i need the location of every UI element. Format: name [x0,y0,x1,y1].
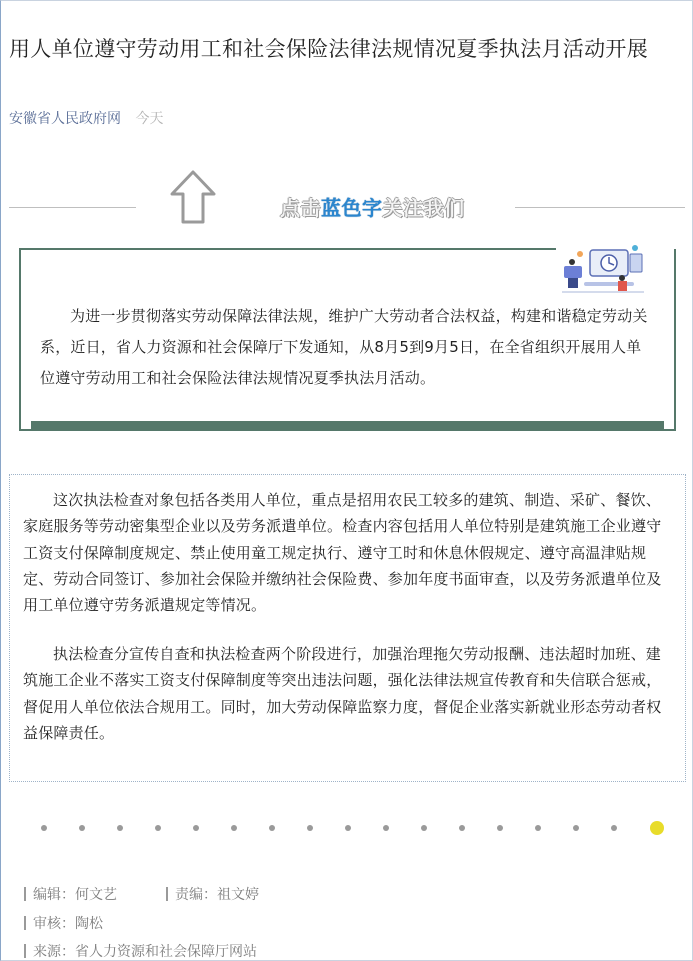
credit-chief-editor-text: 责编：祖文婷 [175,887,259,903]
credit-origin-text: 来源：省人力资源和社会保障厅网站 [33,944,257,960]
carousel-dot[interactable] [269,825,275,831]
carousel-pagination[interactable] [0,820,693,836]
follow-text-follow: 关注我们 [382,196,465,220]
credit-bar [24,944,26,958]
follow-text-blue: 蓝色字 [321,196,383,220]
carousel-dot[interactable] [155,825,161,831]
carousel-dot[interactable] [193,825,199,831]
carousel-dot[interactable] [117,825,123,831]
carousel-dot[interactable] [611,825,617,831]
carousel-dot[interactable] [231,825,237,831]
article-title: 用人单位遵守劳动用工和社会保险法律法规情况夏季执法月活动开展 [9,37,648,61]
carousel-dot[interactable] [573,825,579,831]
carousel-dot[interactable] [345,825,351,831]
office-illustration-icon [560,244,646,296]
follow-us-banner[interactable] [280,192,465,221]
carousel-dot[interactable] [535,825,541,831]
credit-bar [24,916,26,930]
carousel-dot[interactable] [307,825,313,831]
follow-text-click: 点击 [280,196,321,220]
intro-paragraph: 为进一步贯彻落实劳动保障法律法规，维护广大劳动者合法权益，构建和谐稳定劳动关系，近日，省人力资源和社会保障厅下发通知，从8月5到9月5日，在全省组织开展用人单位遵守劳动用工和社会保险法律法规情况夏季执法月活动。 [40,307,648,387]
article-source-link[interactable]: 安徽省人民政府网 [9,111,121,127]
credit-bar [166,887,168,901]
body-paragraph-1: 这次执法检查对象包括各类用人单位，重点是招用农民工较多的建筑、制造、采矿、餐饮、家庭服务等劳动密集型企业以及劳务派遣单位。检查内容包括用人单位特别是建筑施工企业遵守工资支付保障制度规定、禁止使用童工规定执行、遵守工时和休息休假规定、遵守高温津贴规定、劳动合同签订、参加社会保险并缴纳社会保险费、参加年度书面审查，以及劳务派遣单位及用工单位遵守劳务派遣规定等情况。 [23,491,662,615]
credit-reviewer-text: 审核：陶松 [33,916,103,932]
body-paragraph-2: 执法检查分宣传自查和执法检查两个阶段进行，加强治理拖欠劳动报酬、违法超时加班、建筑施工企业不落实工资支付保障制度等突出违法问题，强化法律法规宣传教育和失信联合惩戒，督促用人单位依法合规用工。同时，加大劳动保障监察力度，督促企业落实新就业形态劳动者权益保障责任。 [23,645,662,742]
credit-editor-text: 编辑：何文艺 [33,887,117,903]
credit-bar [24,887,26,901]
carousel-dot[interactable] [79,825,85,831]
article-meta [9,108,163,128]
credit-origin [24,941,257,961]
arrow-up-icon [170,170,216,224]
divider-right [515,207,685,208]
carousel-dot[interactable] [497,825,503,831]
divider-left [9,207,136,208]
credit-reviewer [24,913,103,933]
carousel-dot[interactable] [459,825,465,831]
article-date: 今天 [135,111,164,127]
credit-chief-editor [166,884,259,904]
intro-box-bottom-bar [31,421,664,431]
carousel-dot[interactable] [383,825,389,831]
carousel-dot[interactable] [41,825,47,831]
carousel-dot-active[interactable] [650,821,664,835]
carousel-dot[interactable] [421,825,427,831]
credit-editor [24,884,117,904]
